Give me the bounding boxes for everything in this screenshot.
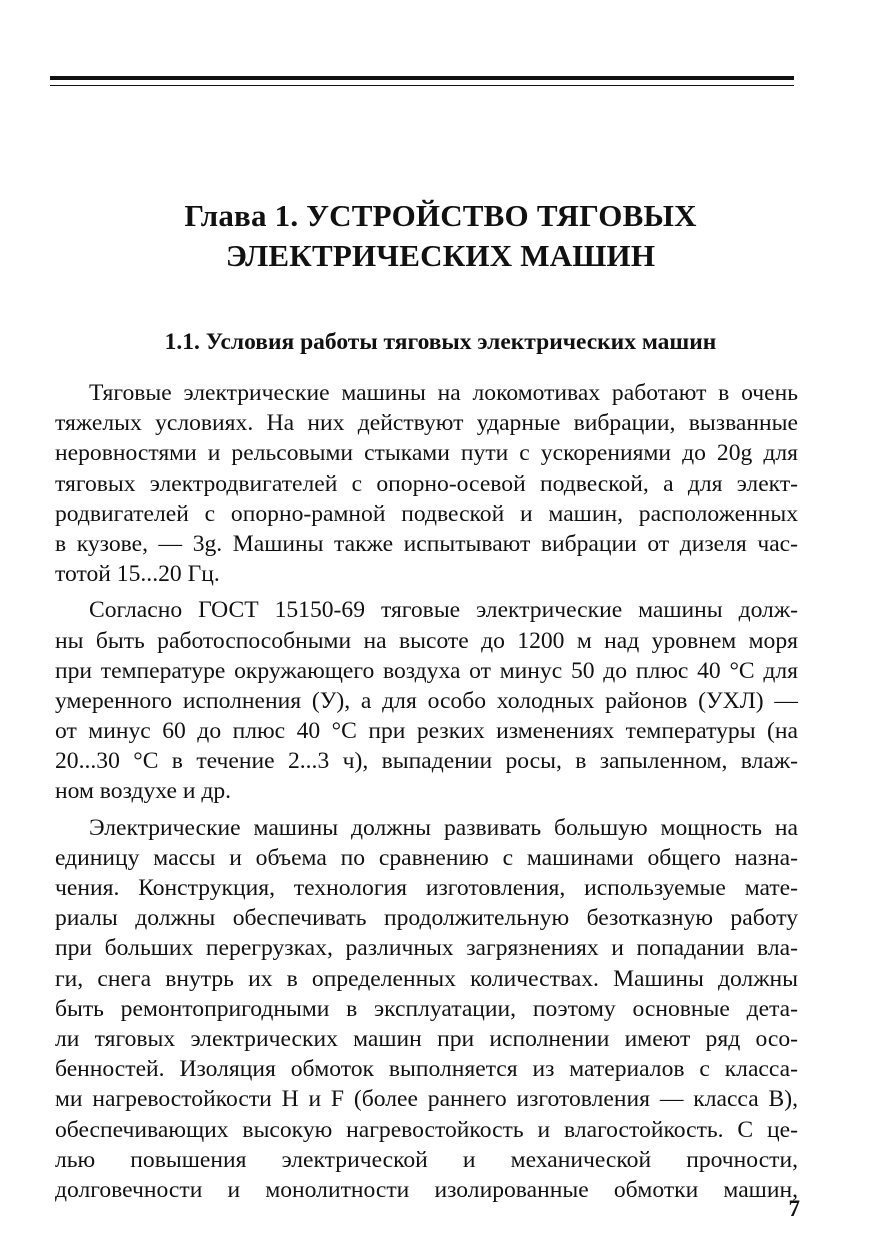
header-rule-thick bbox=[50, 76, 794, 80]
paragraph-line: 20...30 °С в течение 2...3 ч), выпадении росы, в запыленном, влаж- bbox=[55, 748, 798, 775]
paragraph-line: быть ремонтопригодными в эксплуатации, поэтому основные дета- bbox=[55, 995, 798, 1022]
page-number: 7 bbox=[788, 1196, 800, 1221]
paragraph-line: при температуре окружающего воздуха от минус 50 до плюс 40 °С для bbox=[55, 657, 798, 684]
paragraph-line: бенностей. Изоляция обмоток выполняется из материалов с класса- bbox=[55, 1056, 798, 1083]
header-rule-thin bbox=[50, 85, 794, 86]
paragraph-line: риалы должны обеспечивать продолжительную безотказную работу bbox=[55, 905, 798, 932]
paragraph-line: ны быть работоспособными на высоте до 1200 м над уровнем моря bbox=[55, 627, 798, 654]
paragraph-line: долговечности и монолитности изолированные обмотки машин, bbox=[55, 1176, 798, 1203]
paragraph-line: тяговых электродвигателей с опорно-осевой подвеской, а для элект- bbox=[55, 470, 798, 497]
paragraph-line: ми нагревостойкости H и F (более раннего изготовления — класса B), bbox=[55, 1086, 798, 1113]
chapter-title-line-1: Глава 1. УСТРОЙСТВО ТЯГОВЫХ bbox=[184, 198, 697, 233]
paragraph-line: тотой 15...20 Гц. bbox=[55, 561, 220, 588]
paragraph-line: единицу массы и объема по сравнению с машинами общего назна- bbox=[55, 844, 798, 871]
paragraph-line: ном воздухе и др. bbox=[55, 778, 232, 805]
paragraph-line: умеренного исполнения (У), а для особо холодных районов (УХЛ) — bbox=[55, 687, 798, 714]
paragraph-3 bbox=[55, 813, 798, 1205]
chapter-title-line-2: ЭЛЕКТРИЧЕСКИХ МАШИН bbox=[225, 238, 656, 273]
body-text bbox=[55, 378, 798, 1205]
paragraph-line: тяжелых условиях. На них действуют ударные вибрации, вызванные bbox=[55, 410, 798, 437]
paragraph-line: обеспечивающих высокую нагревостойкость и влагостойкость. С це- bbox=[55, 1116, 798, 1143]
paragraph-line: в кузове, — 3g. Машины также испытывают вибрации от дизеля час- bbox=[55, 530, 798, 557]
paragraph-line: при больших перегрузках, различных загрязнениях и попадании вла- bbox=[55, 935, 798, 962]
paragraph-line: от минус 60 до плюс 40 °С при резких изменениях температуры (на bbox=[55, 718, 798, 745]
paragraph-line: неровностями и рельсовыми стыками пути с ускорениями до 20g для bbox=[55, 440, 798, 467]
paragraph-line: Электрические машины должны развивать большую мощность на bbox=[89, 814, 798, 841]
paragraph-line: ги, снега внутрь их в определенных количествах. Машины должны bbox=[55, 965, 798, 992]
chapter-title bbox=[0, 196, 881, 276]
paragraph-line: Согласно ГОСТ 15150-69 тяговые электрические машины долж- bbox=[89, 597, 798, 624]
paragraph-line: ли тяговых электрических машин при исполнении имеют ряд осо- bbox=[55, 1025, 798, 1052]
paragraph-line: лью повышения электрической и механической прочности, bbox=[55, 1146, 798, 1173]
paragraph-line: родвигателей с опорно-рамной подвеской и машин, расположенных bbox=[55, 500, 798, 527]
paragraph-1 bbox=[55, 378, 798, 589]
paragraph-2 bbox=[55, 595, 798, 806]
paragraph-line: чения. Конструкция, технология изготовления, используемые мате- bbox=[55, 875, 798, 901]
section-title: 1.1. Условия работы тяговых электрических машин bbox=[164, 329, 717, 355]
paragraph-line: Тяговые электрические машины на локомотивах работают в очень bbox=[89, 380, 798, 406]
